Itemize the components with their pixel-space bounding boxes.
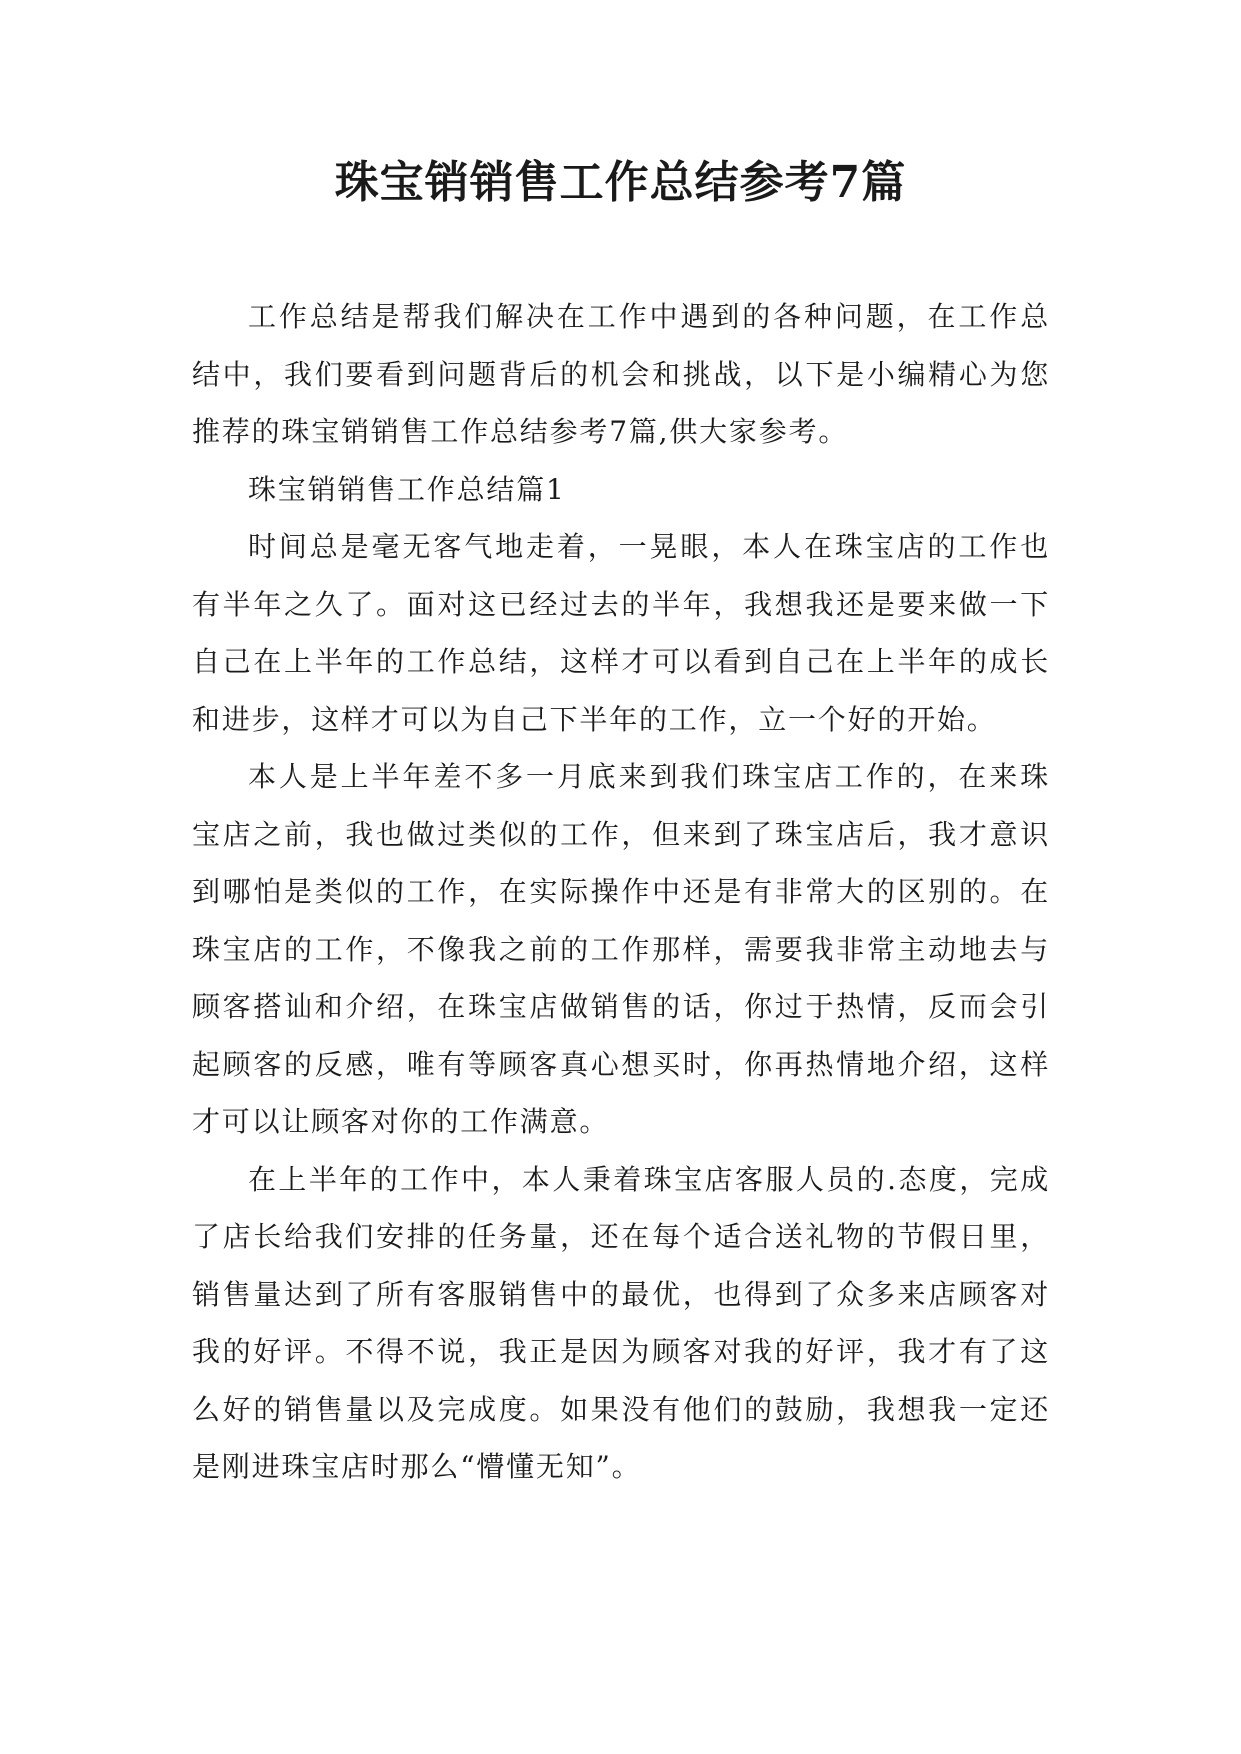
body-paragraph: 在上半年的工作中，本人秉着珠宝店客服人员的.态度，完成了店长给我们安排的任务量，还在每个适合送礼物的节假日里，销售量达到了所有客服销售中的最优，也得到了众多来店顾客对我的好评。不得不说，我正是因为顾客对我的好评，我才有了这么好的销售量以及完成度。如果没有他们的鼓励，我想我一定还是刚进珠宝店时那么“懵懂无知”。 xyxy=(192,1162,1050,1483)
intro-paragraph: 工作总结是帮我们解决在工作中遇到的各种问题，在工作总结中，我们要看到问题背后的机会和挑战，以下是小编精心为您推荐的珠宝销销售工作总结参考7篇,供大家参考。 xyxy=(192,300,1050,448)
section-heading: 珠宝销销售工作总结篇1 xyxy=(248,472,566,506)
body-paragraph: 时间总是毫无客气地走着，一晃眼，本人在珠宝店的工作也有半年之久了。面对这已经过去的半年，我想我还是要来做一下自己在上半年的工作总结，这样才可以看到自己在上半年的成长和进步，这样才可以为自己下半年的工作，立一个好的开始。 xyxy=(192,530,1050,736)
document-title: 珠宝销销售工作总结参考7篇 xyxy=(334,157,907,208)
document-body xyxy=(192,288,1050,1496)
body-paragraph: 本人是上半年差不多一月底来到我们珠宝店工作的，在来珠宝店之前，我也做过类似的工作，但来到了珠宝店后，我才意识到哪怕是类似的工作，在实际操作中还是有非常大的区别的。在珠宝店的工作，不像我之前的工作那样，需要我非常主动地去与顾客搭讪和介绍，在珠宝店做销售的话，你过于热情，反而会引起顾客的反感，唯有等顾客真心想买时，你再热情地介绍，这样才可以让顾客对你的工作满意。 xyxy=(192,760,1050,1138)
